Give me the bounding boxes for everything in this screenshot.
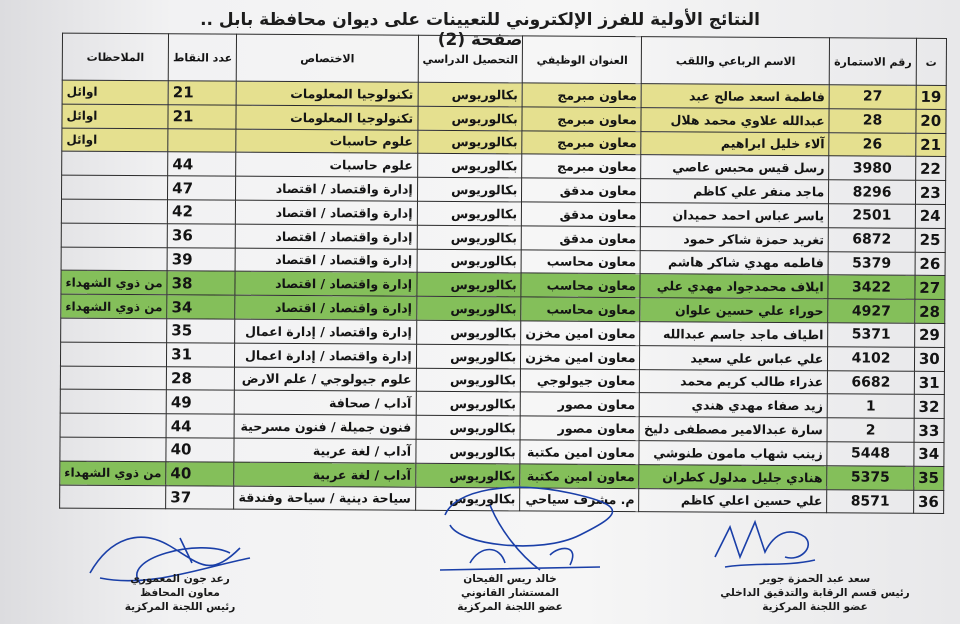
- row-form-no: 5371: [828, 323, 915, 347]
- row-specialization: فنون جميلة / فنون مسرحية: [234, 414, 415, 439]
- header-seq: ت: [916, 38, 946, 85]
- row-specialization: إدارة واقتصاد / اقتصاد: [235, 295, 416, 320]
- row-note: [60, 413, 166, 437]
- row-specialization: إدارة واقتصاد / اقتصاد: [236, 200, 417, 225]
- row-education: بكالوريوس: [416, 320, 521, 344]
- row-note: [60, 342, 166, 366]
- row-points: 40: [166, 438, 234, 462]
- row-note: [62, 151, 168, 175]
- row-education: بكالوريوس: [415, 487, 520, 511]
- signature-block-center: [400, 572, 620, 614]
- row-education: بكالوريوس: [416, 296, 521, 320]
- row-job: معاون مبرمج: [522, 107, 641, 132]
- row-seq: 21: [916, 133, 946, 157]
- row-note: اوائل: [62, 128, 168, 152]
- row-seq: 26: [915, 252, 945, 276]
- row-note: [61, 175, 167, 199]
- row-points: 44: [166, 414, 234, 438]
- row-specialization: آداب / لغة عربية: [234, 462, 415, 487]
- row-job: معاون امين مكتبة: [520, 464, 639, 489]
- row-job: م. مشرف سياحي: [520, 487, 639, 512]
- row-seq: 29: [914, 323, 944, 347]
- row-points: 34: [167, 295, 235, 319]
- row-education: بكالوريوس: [417, 130, 522, 154]
- header-specialization: الاختصاص: [237, 34, 419, 82]
- row-seq: 23: [915, 180, 945, 204]
- row-name: هنادي جليل مدلول كطران: [639, 464, 827, 489]
- row-points: 28: [166, 366, 234, 390]
- row-specialization: إدارة واقتصاد / اقتصاد: [236, 176, 417, 201]
- row-form-no: 1: [827, 394, 914, 418]
- row-form-no: 8571: [827, 489, 914, 513]
- row-name: ماجد منفر علي كاظم: [641, 179, 829, 204]
- row-name: ايلاف محمدجواد مهدي علي: [640, 274, 828, 299]
- row-name: حوراء علي حسين علوان: [640, 298, 828, 323]
- row-seq: 32: [914, 395, 944, 419]
- row-note: اوائل: [62, 80, 168, 104]
- header-notes: الملاحظات: [62, 33, 168, 81]
- row-job: معاون مبرمج: [522, 83, 641, 108]
- row-seq: 30: [914, 347, 944, 371]
- row-job: معاون مصور: [520, 416, 639, 441]
- signer-right-role: عضو اللجنة المركزية: [762, 601, 868, 613]
- row-job: معاون مدقق: [521, 226, 640, 251]
- row-job: معاون مبرمج: [522, 131, 641, 156]
- row-job: معاون مصور: [520, 392, 639, 417]
- row-seq: 33: [914, 418, 944, 442]
- row-job: معاون امين مكتبة: [520, 440, 639, 465]
- header-education: التحصيل الدراسي: [418, 35, 523, 83]
- row-note: [60, 389, 166, 413]
- row-points: 47: [168, 176, 236, 200]
- row-specialization: علوم حاسبات: [236, 129, 417, 154]
- row-job: معاون محاسب: [521, 273, 640, 298]
- row-name: زيد صفاء مهدي هندي: [640, 393, 828, 418]
- row-form-no: 5448: [827, 442, 914, 466]
- row-form-no: 4102: [828, 347, 915, 371]
- row-name: فاطمه مهدي شاكر هاشم: [640, 250, 828, 275]
- signature-block-right: [700, 572, 930, 614]
- row-points: 44: [168, 152, 236, 176]
- row-note: [61, 247, 167, 271]
- row-job: معاون محاسب: [521, 297, 640, 322]
- row-name: فاطمة اسعد صالح عبد: [642, 84, 830, 109]
- row-form-no: 2501: [829, 204, 916, 228]
- row-seq: 20: [916, 109, 946, 133]
- row-form-no: 5375: [827, 466, 914, 490]
- row-form-no: 8296: [829, 180, 916, 204]
- row-job: معاون امين مخزن: [521, 345, 640, 370]
- row-note: اوائل: [62, 104, 168, 128]
- row-specialization: إدارة واقتصاد / إدارة اعمال: [235, 343, 416, 368]
- row-job: معاون امين مخزن: [521, 321, 640, 346]
- row-seq: 27: [915, 276, 945, 300]
- row-specialization: آداب / لغة عربية: [234, 438, 415, 463]
- signer-center-title: المستشار القانوني: [460, 587, 559, 599]
- row-points: 38: [167, 271, 235, 295]
- row-form-no: 28: [829, 109, 916, 133]
- row-education: بكالوريوس: [416, 415, 521, 439]
- row-seq: 36: [913, 490, 943, 514]
- header-form-no: رقم الاستمارة: [829, 38, 916, 86]
- row-specialization: علوم حاسبات: [236, 153, 417, 178]
- row-specialization: تكنولوجيا المعلومات: [236, 81, 417, 106]
- signer-right-name: سعد عبد الحمزة جوير: [759, 573, 871, 585]
- row-education: بكالوريوس: [416, 439, 521, 463]
- row-note: [60, 485, 166, 509]
- page-title: النتائج الأولية للفرز الإلكتروني للتعيينات على ديوان محافظة بابل .. صفحة (2): [200, 10, 760, 50]
- table-body: [60, 80, 946, 514]
- row-seq: 28: [915, 299, 945, 323]
- row-name: علي عباس علي سعيد: [640, 345, 828, 370]
- row-name: رسل قيس محبس عاصي: [641, 155, 829, 180]
- row-name: سارة عبدالامير مصطفى دليخ: [639, 417, 827, 442]
- row-points: 40: [166, 461, 234, 485]
- row-education: بكالوريوس: [416, 344, 521, 368]
- row-points: 49: [166, 390, 234, 414]
- signature-block-left: [85, 572, 275, 614]
- row-seq: 35: [914, 466, 944, 490]
- row-education: بكالوريوس: [418, 82, 523, 106]
- row-note: من ذوي الشهداء: [61, 270, 167, 294]
- row-education: بكالوريوس: [416, 392, 521, 416]
- row-job: معاون مدقق: [522, 202, 641, 227]
- row-seq: 19: [916, 85, 946, 109]
- row-education: بكالوريوس: [417, 154, 522, 178]
- row-note: [61, 318, 167, 342]
- row-specialization: إدارة واقتصاد / اقتصاد: [236, 224, 417, 249]
- signer-center-role: عضو اللجنة المركزية: [457, 601, 563, 613]
- signer-left-title: معاون المحافظ: [140, 587, 220, 599]
- row-education: بكالوريوس: [416, 368, 521, 392]
- row-name: عبدالله علاوي محمد هلال: [641, 107, 829, 132]
- signer-left-name: رعد جون المعموري: [130, 573, 230, 585]
- row-education: بكالوريوس: [417, 225, 522, 249]
- row-form-no: 3422: [828, 275, 915, 299]
- row-form-no: 6872: [828, 228, 915, 252]
- row-form-no: 5379: [828, 251, 915, 275]
- row-education: بكالوريوس: [415, 463, 520, 487]
- row-points: 39: [167, 247, 235, 271]
- row-specialization: إدارة واقتصاد / اقتصاد: [235, 272, 416, 297]
- row-seq: 24: [915, 204, 945, 228]
- row-specialization: آداب / صحافة: [235, 391, 416, 416]
- row-form-no: 3980: [829, 156, 916, 180]
- row-points: 21: [168, 105, 236, 129]
- header-name: الاسم الرباعي واللقب: [642, 37, 830, 85]
- row-seq: 31: [914, 371, 944, 395]
- row-form-no: 26: [829, 132, 916, 156]
- row-name: عذراء طالب كريم محمد: [640, 369, 828, 394]
- row-form-no: 27: [829, 85, 916, 109]
- row-seq: 25: [915, 228, 945, 252]
- row-form-no: 2: [827, 418, 914, 442]
- row-specialization: تكنولوجيا المعلومات: [236, 105, 417, 130]
- row-name: آلاء خليل ابراهيم: [641, 131, 829, 156]
- row-job: معاون جيولوجي: [521, 368, 640, 393]
- row-specialization: إدارة واقتصاد / إدارة اعمال: [235, 319, 416, 344]
- row-points: 37: [166, 485, 234, 509]
- row-seq: 34: [914, 442, 944, 466]
- row-note: [60, 366, 166, 390]
- row-name: علي حسين اعلي كاظم: [639, 488, 827, 513]
- row-name: ياسر عباس احمد حميدان: [641, 203, 829, 228]
- row-specialization: إدارة واقتصاد / اقتصاد: [235, 248, 416, 273]
- row-points: [168, 128, 236, 152]
- row-note: [61, 223, 167, 247]
- row-name: زينب شهاب مامون طنوشي: [639, 441, 827, 466]
- row-points: 36: [167, 224, 235, 248]
- row-form-no: 4927: [828, 299, 915, 323]
- header-points: عدد النقاط: [168, 34, 237, 81]
- signer-left-role: رئيس اللجنة المركزية: [124, 601, 236, 613]
- row-name: تغريد حمزة شاكر حمود: [641, 226, 829, 251]
- signer-right-title: رئيس قسم الرقابة والتدقيق الداخلي: [720, 587, 910, 599]
- row-job: معاون محاسب: [521, 249, 640, 274]
- row-note: [61, 199, 167, 223]
- header-job: العنوان الوظيفي: [522, 36, 641, 84]
- row-education: بكالوريوس: [417, 249, 522, 273]
- row-name: اطياف ماجد جاسم عبدالله: [640, 322, 828, 347]
- row-note: [60, 437, 166, 461]
- signature-right: [705, 512, 825, 577]
- signer-center-name: خالد ريس الفيحان: [463, 573, 557, 585]
- row-job: معاون مدقق: [522, 178, 641, 203]
- row-points: 35: [167, 319, 235, 343]
- row-education: بكالوريوس: [417, 273, 522, 297]
- row-job: معاون مبرمج: [522, 154, 641, 179]
- row-specialization: علوم جيولوجي / علم الارض: [235, 367, 416, 392]
- row-specialization: سياحة دينية / سياحة وفندقة: [234, 486, 415, 511]
- row-form-no: 6682: [828, 370, 915, 394]
- row-education: بكالوريوس: [418, 106, 523, 130]
- results-table: [59, 33, 947, 515]
- header-row: [62, 33, 946, 85]
- row-education: بكالوريوس: [417, 177, 522, 201]
- row-education: بكالوريوس: [417, 201, 522, 225]
- row-note: من ذوي الشهداء: [61, 294, 167, 318]
- row-points: 42: [167, 200, 235, 224]
- row-points: 31: [167, 343, 235, 367]
- row-note: من ذوي الشهداء: [60, 461, 166, 485]
- row-points: 21: [168, 81, 236, 105]
- row-seq: 22: [915, 157, 945, 181]
